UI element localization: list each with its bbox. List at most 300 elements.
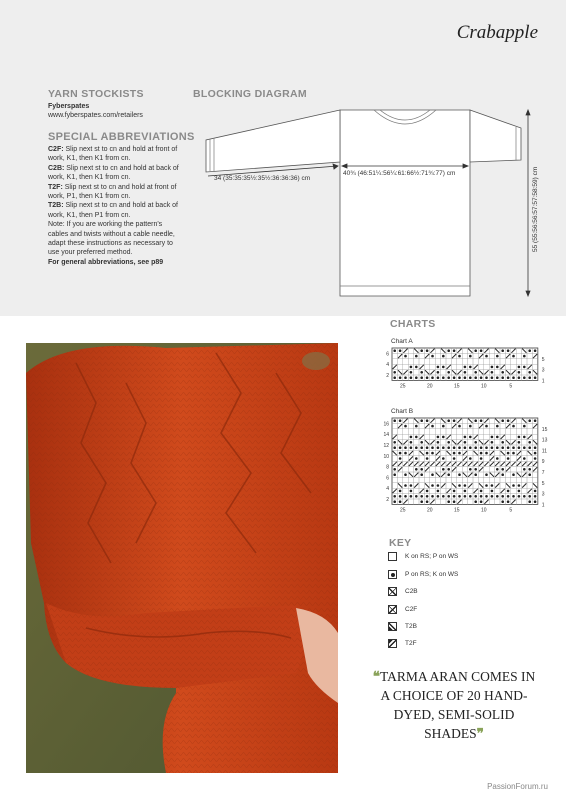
purl-stitch (512, 452, 515, 455)
purl-stitch (420, 446, 423, 449)
key-item: K on RS; P on WS (388, 552, 458, 561)
purl-stitch (491, 376, 494, 379)
purl-stitch (437, 371, 440, 374)
purl-stitch (496, 376, 499, 379)
purl-stitch (393, 468, 396, 471)
purl-stitch (404, 355, 407, 358)
purl-stitch (512, 355, 515, 358)
general-abbrev-ref: For general abbreviations, see p89 (48, 258, 164, 266)
purl-stitch (410, 446, 413, 449)
key-item: P on RS; K on WS (388, 570, 458, 579)
abbrev-item: C2F: Slip next st to cn and hold at front of work, K1, then K1 from cn. (48, 146, 178, 163)
purl-stitch (512, 446, 515, 449)
purl-stitch (469, 468, 472, 471)
purl-stitch (485, 452, 488, 455)
c2f-icon (388, 605, 397, 614)
purl-stitch (469, 436, 472, 439)
purl-stitch (485, 425, 488, 428)
purl-stitch (480, 495, 483, 498)
purl-stitch (523, 376, 526, 379)
purl-stitch (447, 349, 450, 352)
purl-stitch (528, 473, 531, 476)
purl-stitch (523, 436, 526, 439)
purl-stitch (501, 441, 504, 444)
column-number: 15 (454, 383, 460, 390)
purl-stitch (393, 473, 396, 476)
purl-icon (388, 570, 397, 579)
purl-stitch (458, 473, 461, 476)
purl-stitch (431, 446, 434, 449)
row-number: 9 (541, 459, 545, 466)
purl-stitch (464, 441, 467, 444)
purl-stitch (518, 371, 521, 374)
purl-stitch (491, 446, 494, 449)
abbreviations-list (48, 145, 184, 267)
row-number: 14 (383, 432, 389, 439)
purl-stitch (453, 376, 456, 379)
purl-stitch (420, 371, 423, 374)
purl-stitch (399, 376, 402, 379)
purl-stitch (501, 446, 504, 449)
yarn-stockists-heading: YARN STOCKISTS (48, 88, 144, 100)
purl-stitch (453, 349, 456, 352)
purl-stitch (491, 436, 494, 439)
purl-stitch (410, 436, 413, 439)
row-number: 6 (386, 475, 389, 482)
purl-stitch (393, 419, 396, 422)
purl-stitch (426, 500, 429, 503)
purl-stitch (447, 376, 450, 379)
purl-stitch (420, 473, 423, 476)
purl-stitch (507, 419, 510, 422)
purl-stitch (523, 446, 526, 449)
purl-stitch (458, 484, 461, 487)
purl-stitch (442, 468, 445, 471)
length-measurement: 55 (55:56:56:57:57:58:59) cm (532, 166, 539, 252)
purl-stitch (485, 484, 488, 487)
purl-stitch (496, 366, 499, 369)
row-number: 1 (541, 502, 545, 509)
purl-stitch (431, 355, 434, 358)
chart-b (380, 415, 550, 525)
purl-stitch (534, 495, 537, 498)
purl-stitch (447, 495, 450, 498)
purl-stitch (453, 495, 456, 498)
purl-stitch (518, 490, 521, 493)
purl-stitch (528, 419, 531, 422)
purl-stitch (415, 376, 418, 379)
column-number: 20 (427, 507, 433, 514)
purl-stitch (431, 425, 434, 428)
purl-stitch (437, 490, 440, 493)
purl-stitch (480, 490, 483, 493)
purl-stitch (410, 495, 413, 498)
purl-stitch (458, 376, 461, 379)
purl-stitch (480, 376, 483, 379)
key-item: T2B (388, 622, 417, 631)
purl-stitch (420, 376, 423, 379)
quote-text: TARMA ARAN COMES IN A CHOICE OF 20 HAND-DYED, SEMI-SOLID SHADES (379, 669, 536, 741)
t2f-icon (388, 639, 397, 648)
purl-stitch (399, 490, 402, 493)
purl-stitch (534, 490, 537, 493)
purl-stitch (431, 452, 434, 455)
purl-stitch (399, 500, 402, 503)
chart-a (380, 345, 550, 397)
purl-stitch (474, 376, 477, 379)
purl-stitch (474, 349, 477, 352)
purl-stitch (528, 441, 531, 444)
purl-stitch (426, 349, 429, 352)
sleeve-measurement: 34 (35:35:35½:35½:36:36:36) cm (214, 175, 311, 182)
purl-stitch (415, 446, 418, 449)
purl-stitch (410, 366, 413, 369)
purl-stitch (485, 473, 488, 476)
row-number: 2 (386, 497, 389, 503)
purl-stitch (415, 436, 418, 439)
purl-stitch (469, 376, 472, 379)
purl-stitch (453, 500, 456, 503)
purl-stitch (507, 452, 510, 455)
purl-stitch (410, 371, 413, 374)
purl-stitch (415, 495, 418, 498)
row-number: 5 (541, 356, 545, 363)
purl-stitch (458, 425, 461, 428)
purl-stitch (528, 446, 531, 449)
purl-stitch (437, 376, 440, 379)
purl-stitch (528, 500, 531, 503)
purl-stitch (523, 457, 526, 460)
purl-stitch (474, 500, 477, 503)
purl-stitch (426, 376, 429, 379)
column-number: 5 (509, 507, 513, 514)
t2b-icon (388, 622, 397, 631)
purl-stitch (523, 355, 526, 358)
purl-stitch (501, 376, 504, 379)
purl-stitch (469, 425, 472, 428)
purl-stitch (480, 446, 483, 449)
row-number: 3 (541, 491, 545, 498)
purl-stitch (447, 473, 450, 476)
purl-stitch (393, 446, 396, 449)
purl-stitch (501, 371, 504, 374)
purl-stitch (458, 355, 461, 358)
purl-stitch (453, 490, 456, 493)
purl-stitch (420, 419, 423, 422)
purl-stitch (442, 366, 445, 369)
purl-stitch (507, 349, 510, 352)
purl-stitch (534, 419, 537, 422)
abbrev-item: T2F: Slip next st to cn and hold at front of work, P1, then K1 from cn. (48, 183, 177, 201)
purl-stitch (442, 457, 445, 460)
column-number: 25 (400, 507, 406, 514)
purl-stitch (501, 419, 504, 422)
purl-stitch (464, 446, 467, 449)
purl-stitch (480, 457, 483, 460)
purl-stitch (501, 500, 504, 503)
column-number: 5 (509, 383, 513, 390)
purl-stitch (485, 376, 488, 379)
purl-stitch (469, 355, 472, 358)
purl-stitch (528, 349, 531, 352)
purl-stitch (469, 457, 472, 460)
charts-heading: CHARTS (390, 318, 436, 330)
chest-measurement: 40¾ (46:51¼:56¼:61:66½:71¾:77) cm (343, 170, 456, 177)
purl-stitch (501, 468, 504, 471)
purl-stitch (404, 376, 407, 379)
purl-stitch (512, 376, 515, 379)
purl-stitch (534, 457, 537, 460)
purl-stitch (437, 446, 440, 449)
purl-stitch (399, 457, 402, 460)
purl-stitch (431, 484, 434, 487)
purl-stitch (474, 419, 477, 422)
row-number: 1 (541, 378, 545, 385)
purl-stitch (491, 495, 494, 498)
purl-stitch (501, 349, 504, 352)
purl-stitch (431, 376, 434, 379)
row-number: 12 (383, 443, 389, 449)
purl-stitch (426, 457, 429, 460)
purl-stitch (393, 371, 396, 374)
purl-stitch (437, 441, 440, 444)
row-number: 15 (541, 426, 548, 433)
purl-stitch (426, 419, 429, 422)
purl-stitch (474, 495, 477, 498)
purl-stitch (518, 366, 521, 369)
purl-stitch (399, 446, 402, 449)
purl-stitch (528, 371, 531, 374)
purl-stitch (404, 495, 407, 498)
purl-stitch (507, 500, 510, 503)
purl-stitch (485, 495, 488, 498)
purl-stitch (518, 441, 521, 444)
row-number: 10 (383, 453, 389, 460)
purl-stitch (491, 441, 494, 444)
purl-stitch (501, 473, 504, 476)
purl-stitch (431, 495, 434, 498)
purl-stitch (404, 484, 407, 487)
purl-stitch (523, 425, 526, 428)
purl-stitch (399, 495, 402, 498)
row-number: 16 (383, 421, 389, 428)
purl-stitch (491, 490, 494, 493)
purl-stitch (447, 371, 450, 374)
purl-stitch (480, 349, 483, 352)
purl-stitch (464, 484, 467, 487)
purl-stitch (442, 436, 445, 439)
purl-stitch (474, 468, 477, 471)
purl-stitch (442, 495, 445, 498)
purl-stitch (447, 468, 450, 471)
purl-stitch (491, 366, 494, 369)
purl-stitch (496, 468, 499, 471)
sweater-photo (26, 343, 338, 773)
purl-stitch (399, 452, 402, 455)
purl-stitch (393, 441, 396, 444)
purl-stitch (485, 355, 488, 358)
purl-stitch (496, 446, 499, 449)
purl-stitch (415, 366, 418, 369)
purl-stitch (404, 452, 407, 455)
purl-stitch (410, 441, 413, 444)
row-number: 2 (386, 373, 389, 379)
row-number: 4 (386, 486, 389, 493)
purl-stitch (534, 500, 537, 503)
column-number: 20 (427, 383, 433, 390)
row-number: 11 (541, 448, 548, 455)
purl-stitch (464, 376, 467, 379)
purl-stitch (507, 490, 510, 493)
purl-stitch (420, 468, 423, 471)
purl-stitch (512, 484, 515, 487)
purl-stitch (458, 452, 461, 455)
column-number: 10 (481, 383, 487, 390)
purl-stitch (393, 500, 396, 503)
purl-stitch (464, 366, 467, 369)
purl-stitch (415, 457, 418, 460)
purl-stitch (523, 366, 526, 369)
purl-stitch (507, 376, 510, 379)
purl-stitch (501, 495, 504, 498)
purl-stitch (518, 446, 521, 449)
purl-stitch (512, 495, 515, 498)
purl-stitch (496, 425, 499, 428)
purl-stitch (518, 376, 521, 379)
purl-stitch (453, 452, 456, 455)
purl-stitch (393, 349, 396, 352)
purl-stitch (480, 500, 483, 503)
purl-stitch (442, 376, 445, 379)
purl-stitch (404, 425, 407, 428)
abbrev-item: C2B: Slip next st to cn and hold at back of work, K1, then K1 from cn. (48, 164, 179, 182)
abbrev-note: Note: If you are working the pattern's cables and twists without a cable needle, adapt these instructions as necessary to use your preferred method. (48, 221, 175, 257)
purl-stitch (491, 484, 494, 487)
purl-stitch (437, 484, 440, 487)
purl-stitch (496, 355, 499, 358)
key-item: C2F (388, 605, 417, 614)
purl-stitch (410, 376, 413, 379)
yarn-stockists (48, 102, 188, 121)
purl-stitch (404, 473, 407, 476)
key-heading: KEY (389, 537, 412, 549)
purl-stitch (420, 500, 423, 503)
yarn-name: Fyberspates (48, 103, 90, 110)
purl-stitch (469, 495, 472, 498)
yarn-url[interactable]: www.fyberspates.com/retailers (48, 112, 143, 120)
purl-stitch (528, 495, 531, 498)
column-number: 15 (454, 507, 460, 514)
purl-stitch (523, 495, 526, 498)
purl-stitch (447, 441, 450, 444)
chart-b-label: Chart B (391, 408, 414, 415)
purl-stitch (474, 371, 477, 374)
purl-stitch (415, 468, 418, 471)
purl-stitch (485, 446, 488, 449)
blocking-diagram-heading: BLOCKING DIAGRAM (193, 88, 307, 100)
purl-stitch (415, 425, 418, 428)
purl-stitch (410, 490, 413, 493)
page-title: Crabapple (456, 22, 538, 43)
key-item: C2B (388, 587, 418, 596)
purl-stitch (469, 366, 472, 369)
open-quote-icon: ❝ (372, 669, 380, 684)
purl-stitch (464, 371, 467, 374)
row-number: 3 (541, 367, 545, 374)
purl-stitch (528, 376, 531, 379)
purl-stitch (399, 349, 402, 352)
purl-stitch (426, 495, 429, 498)
purl-stitch (447, 446, 450, 449)
purl-stitch (534, 452, 537, 455)
purl-stitch (453, 457, 456, 460)
special-abbreviations-heading: SPECIAL ABBREVIATIONS (48, 131, 195, 143)
purl-stitch (496, 495, 499, 498)
purl-stitch (426, 446, 429, 449)
purl-stitch (420, 495, 423, 498)
purl-stitch (507, 495, 510, 498)
purl-stitch (534, 349, 537, 352)
c2b-icon (388, 587, 397, 596)
purl-stitch (528, 468, 531, 471)
purl-stitch (496, 436, 499, 439)
purl-stitch (512, 473, 515, 476)
row-number: 4 (386, 362, 389, 369)
purl-stitch (442, 425, 445, 428)
purl-stitch (393, 495, 396, 498)
pull-quote (368, 667, 540, 743)
row-number: 6 (386, 351, 389, 358)
purl-stitch (415, 355, 418, 358)
purl-stitch (404, 446, 407, 449)
blocking-diagram (196, 100, 546, 300)
row-number: 7 (541, 470, 545, 476)
purl-stitch (534, 376, 537, 379)
footer-watermark: PassionForum.ru (487, 782, 548, 791)
purl-stitch (420, 349, 423, 352)
column-number: 25 (400, 383, 406, 390)
purl-stitch (447, 419, 450, 422)
purl-stitch (447, 500, 450, 503)
purl-stitch (393, 376, 396, 379)
purl-stitch (518, 436, 521, 439)
purl-stitch (437, 495, 440, 498)
row-number: 8 (386, 464, 389, 471)
chart-a-label: Chart A (391, 338, 413, 345)
key-item: T2F (388, 639, 417, 648)
purl-stitch (518, 484, 521, 487)
purl-stitch (420, 441, 423, 444)
purl-stitch (442, 446, 445, 449)
purl-stitch (464, 436, 467, 439)
purl-stitch (512, 425, 515, 428)
purl-stitch (523, 468, 526, 471)
purl-stitch (518, 495, 521, 498)
purl-stitch (496, 457, 499, 460)
purl-stitch (480, 419, 483, 422)
purl-stitch (534, 446, 537, 449)
purl-stitch (442, 355, 445, 358)
purl-stitch (399, 419, 402, 422)
close-quote-icon: ❞ (476, 726, 484, 741)
row-number: 5 (541, 480, 545, 487)
purl-stitch (464, 490, 467, 493)
purl-stitch (464, 495, 467, 498)
purl-stitch (410, 484, 413, 487)
purl-stitch (437, 436, 440, 439)
purl-stitch (480, 452, 483, 455)
knit-icon (388, 552, 397, 561)
